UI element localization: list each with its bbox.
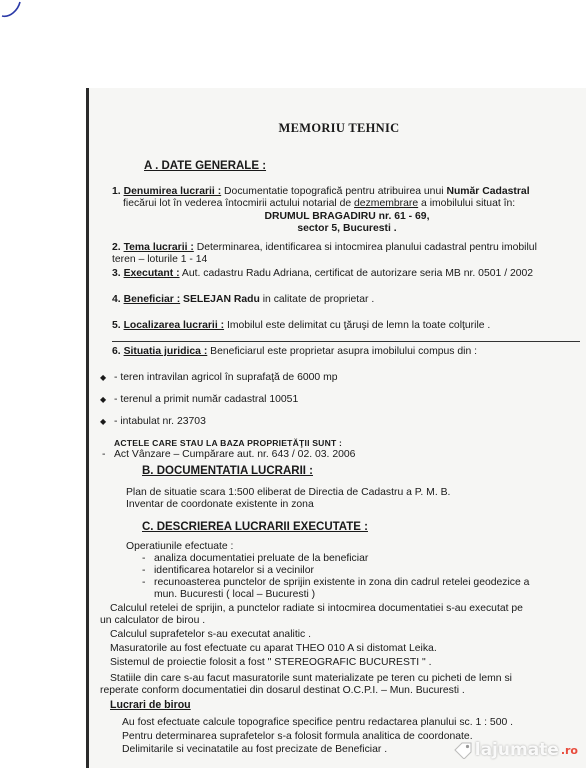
c-dash-3-continued: mun. Bucuresti ( local – Bucuresti ) [154,589,316,600]
c-calc-1-continued: un calculator de birou . [100,615,206,626]
item-3-number: 3. [112,268,121,279]
item-1-label: Denumirea lucrarii : [123,186,222,197]
lucrari-line-2: Pentru determinarea suprafetelor s-a folosit formula analitica de coordonate. [122,731,473,742]
list-item: ◆ - intabulat nr. 23703 [100,416,206,427]
item-6-number: 6. [112,346,121,357]
c-measurements: Masuratorile au fost efectuate cu aparat THEO 010 A si distomat Leika. [110,643,437,654]
beneficiary-name: SELEJAN Radu [183,294,260,305]
item-4-text: in calitate de proprietar . [262,294,375,305]
address-line-2: sector 5, Bucuresti . [297,223,397,235]
diamond-bullet-icon: ◆ [100,395,107,404]
item-4 [112,294,582,306]
watermark-name: lajumate [474,740,559,760]
watermark-tld: .ro [560,743,578,757]
c-calc-2: Calculul suprafetelor s-au executat analitic . [110,629,311,640]
item-3-label: Executant : [123,268,180,279]
item-6 [112,346,582,358]
item-2-line2: teren – loturile 1 - 14 [112,254,208,266]
c-calc-1: Calculul retelei de sprijin, a punctelor radiate si intocmirea documentatiei s-au executat pe [110,603,523,614]
section-a-heading: A . DATE GENERALE : [144,160,267,172]
acte-heading: ACTELE CARE STAU LA BAZA PROPRIETĂŢII SUNT : [114,438,343,448]
list-item: - analiza documentatiei preluate de la beneficiar [142,553,369,564]
document-page [96,96,582,768]
item-1-line2-underlined: dezmembrare [354,198,419,210]
item-2-number: 2. [112,242,121,253]
lucrari-line-1: Au fost efectuate calcule topografice specifice pentru redactarea planului sc. 1 : 500 . [122,717,514,728]
c-stations-continued: reperate conform documentatiei din dosarul destinat O.C.P.I. – Mun. Bucuresti . [100,685,465,696]
section-c-heading: C. DESCRIEREA LUCRARII EXECUTATE : [142,521,368,533]
item-3-text: Aut. cadastru Radu Adriana, certificat de autorizare seria MB nr. 0501 / 2002 [181,268,534,279]
site-watermark [453,740,578,760]
b-line-2: Inventar de coordonate existente in zona [126,499,314,510]
document-title: MEMORIU TEHNIC [278,121,400,135]
item-1-line2-a: fiecărui lot în vederea întocmirii actului notarial de [123,198,352,210]
section-b-heading: B. DOCUMENTATIA LUCRARII : [142,465,313,477]
lucrari-line-3: Delimitarile si vecinatatile au fost precizate de Beneficiar . [122,744,388,755]
divider [112,341,580,342]
acte-line: - Act Vânzare – Cumpărare aut. nr. 643 / 02. 03. 2006 [102,449,356,460]
item-5-text: Imobilul este delimitat cu ţăruşi de lemn la toate colţurile . [226,320,491,331]
diamond-bullet-icon: ◆ [100,417,107,426]
item-4-label: Beneficiar : [123,294,181,305]
item-3 [112,268,582,280]
item-4-number: 4. [112,294,121,305]
diamond-bullet-icon: ◆ [100,373,107,382]
item-2 [112,242,582,267]
list-item: ◆ - teren intravilan agricol în suprafaţă de 6000 mp [100,372,338,383]
item-5-label: Localizarea lucrarii : [123,320,225,331]
item-5 [112,320,582,332]
list-item: - identificarea hotarelor si a vecinilor [142,565,314,576]
list-item: ◆ - terenul a primit număr cadastral 10051 [100,394,299,405]
item-1-number: 1. [112,186,121,197]
list-item: - recunoasterea punctelor de sprijin existente in zona din cadrul retelei geodezice a [142,577,530,588]
c-operations: Operatiunile efectuate : [126,541,234,552]
item-2-label: Tema lucrarii : [123,242,194,253]
c-projection: Sistemul de proiectie folosit a fost " STEREOGRAFIC BUCURESTI " . [110,657,432,668]
item-5-number: 5. [112,320,121,331]
item-6-label: Situatia juridica : [123,346,208,357]
item-1-line2-b: a imobilului situat în: [421,198,516,210]
address-line-1: DRUMUL BRAGADIRU nr. 61 - 69, [264,210,430,222]
tag-icon [453,741,473,759]
pen-mark [0,0,30,22]
item-2-text: Determinarea, identificarea si intocmirea planului cadastral pentru imobilul [196,242,537,253]
item-1-emphasis: Număr Cadastral [446,186,530,197]
item-6-text: Beneficiarul este proprietar asupra imobilului compus din : [210,346,478,357]
c-stations: Statiile din care s-au facut masuratorile sunt materializate pe teren cu picheti de lemn si [110,673,512,684]
lucrari-heading: Lucrari de birou [110,699,191,711]
b-line-1: Plan de situatie scara 1:500 eliberat de Directia de Cadastru a P. M. B. [126,487,451,498]
item-1 [112,186,582,236]
item-1-text: Documentatie topografică pentru atribuirea unui [224,186,444,197]
